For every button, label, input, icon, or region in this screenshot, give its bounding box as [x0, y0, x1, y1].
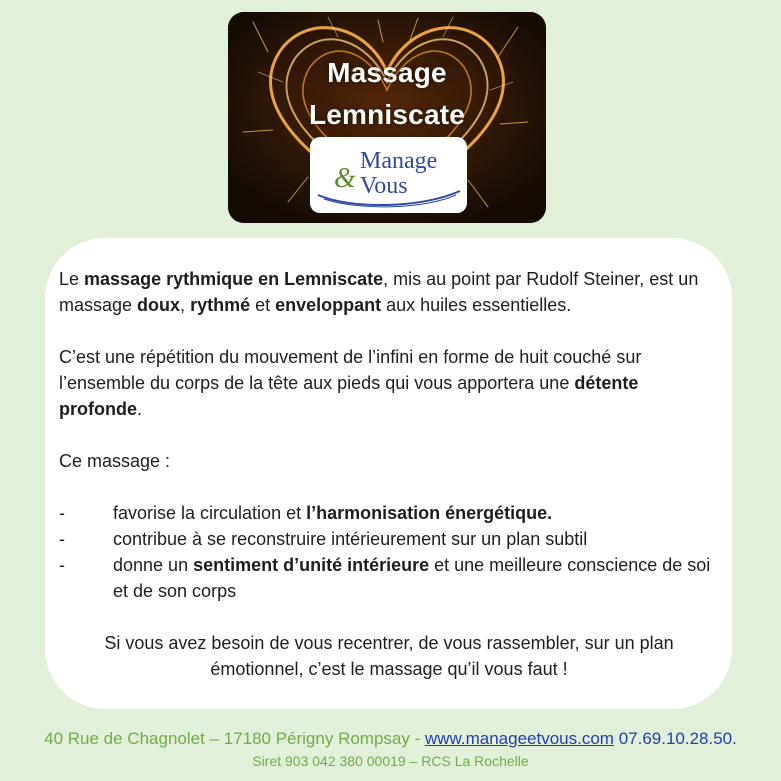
website-link[interactable]: www.manageetvous.com	[424, 729, 614, 748]
list-dash: -	[59, 529, 65, 549]
banner-title-line2: Lemniscate	[308, 99, 466, 130]
text: C’est une répétition du mouvement de l’infini en forme de huit couché sur l’ensemble du corps de la tête aux pieds qui vous apportera une	[59, 347, 642, 393]
list-item	[59, 500, 719, 526]
text: et	[250, 295, 276, 315]
bold-text: rythmé	[190, 295, 251, 315]
list-item-text: contribue à se reconstruire intérieurement sur un plan subtil	[113, 529, 588, 549]
footer-phone: 07.69.10.28.50.	[613, 729, 737, 748]
intro-paragraph	[59, 266, 719, 318]
description	[59, 266, 719, 682]
bold-text: enveloppant	[275, 295, 382, 315]
list-item	[59, 526, 719, 552]
infinity-paragraph	[59, 344, 719, 422]
text: donne un	[113, 555, 194, 575]
banner-title-line1: Massage	[327, 57, 447, 88]
logo-text-ampersand: &	[334, 163, 356, 194]
text: favorise la circulation et	[113, 503, 307, 523]
logo-text-manage: Manage	[360, 148, 438, 174]
closing-paragraph: Si vous avez besoin de vous recentrer, de vous rassembler, sur un plan émotionnel, c’est le massage qu’il vous faut !	[104, 633, 674, 679]
banner-title	[228, 52, 546, 136]
footer-contact	[0, 729, 781, 749]
bold-text: l’harmonisation énergétique	[306, 503, 548, 523]
text: et une meilleure conscience de soi et de son corps	[113, 555, 711, 601]
bold-text: massage rythmique en Lemniscate	[84, 269, 384, 289]
bold-text: doux	[137, 295, 181, 315]
footer-siret: Siret 903 042 380 00019 – RCS La Rochelle	[252, 753, 529, 769]
text: ,	[180, 295, 191, 315]
list-dash: -	[59, 503, 65, 523]
list-item-text	[113, 500, 719, 526]
text: Le	[59, 269, 85, 289]
bold-text: détente profonde	[59, 373, 639, 419]
list-dash: -	[59, 555, 65, 575]
list-intro: Ce massage :	[59, 451, 171, 471]
text: .	[137, 399, 143, 419]
list-item-text	[113, 552, 719, 604]
text: aux huiles essentielles.	[381, 295, 572, 315]
bold-text: .	[547, 503, 553, 523]
list-item	[59, 552, 719, 604]
manage-et-vous-logo	[310, 137, 467, 213]
text: , mis au point par Rudolf Steiner, est un massage	[59, 269, 699, 315]
footer-address: 40 Rue de Chagnolet – 17180 Périgny Rompsay -	[44, 729, 425, 748]
header-banner	[228, 12, 546, 223]
logo-graphic	[310, 137, 467, 213]
logo-text-vous: Vous	[360, 173, 408, 199]
bold-text: sentiment d’unité intérieure	[193, 555, 430, 575]
